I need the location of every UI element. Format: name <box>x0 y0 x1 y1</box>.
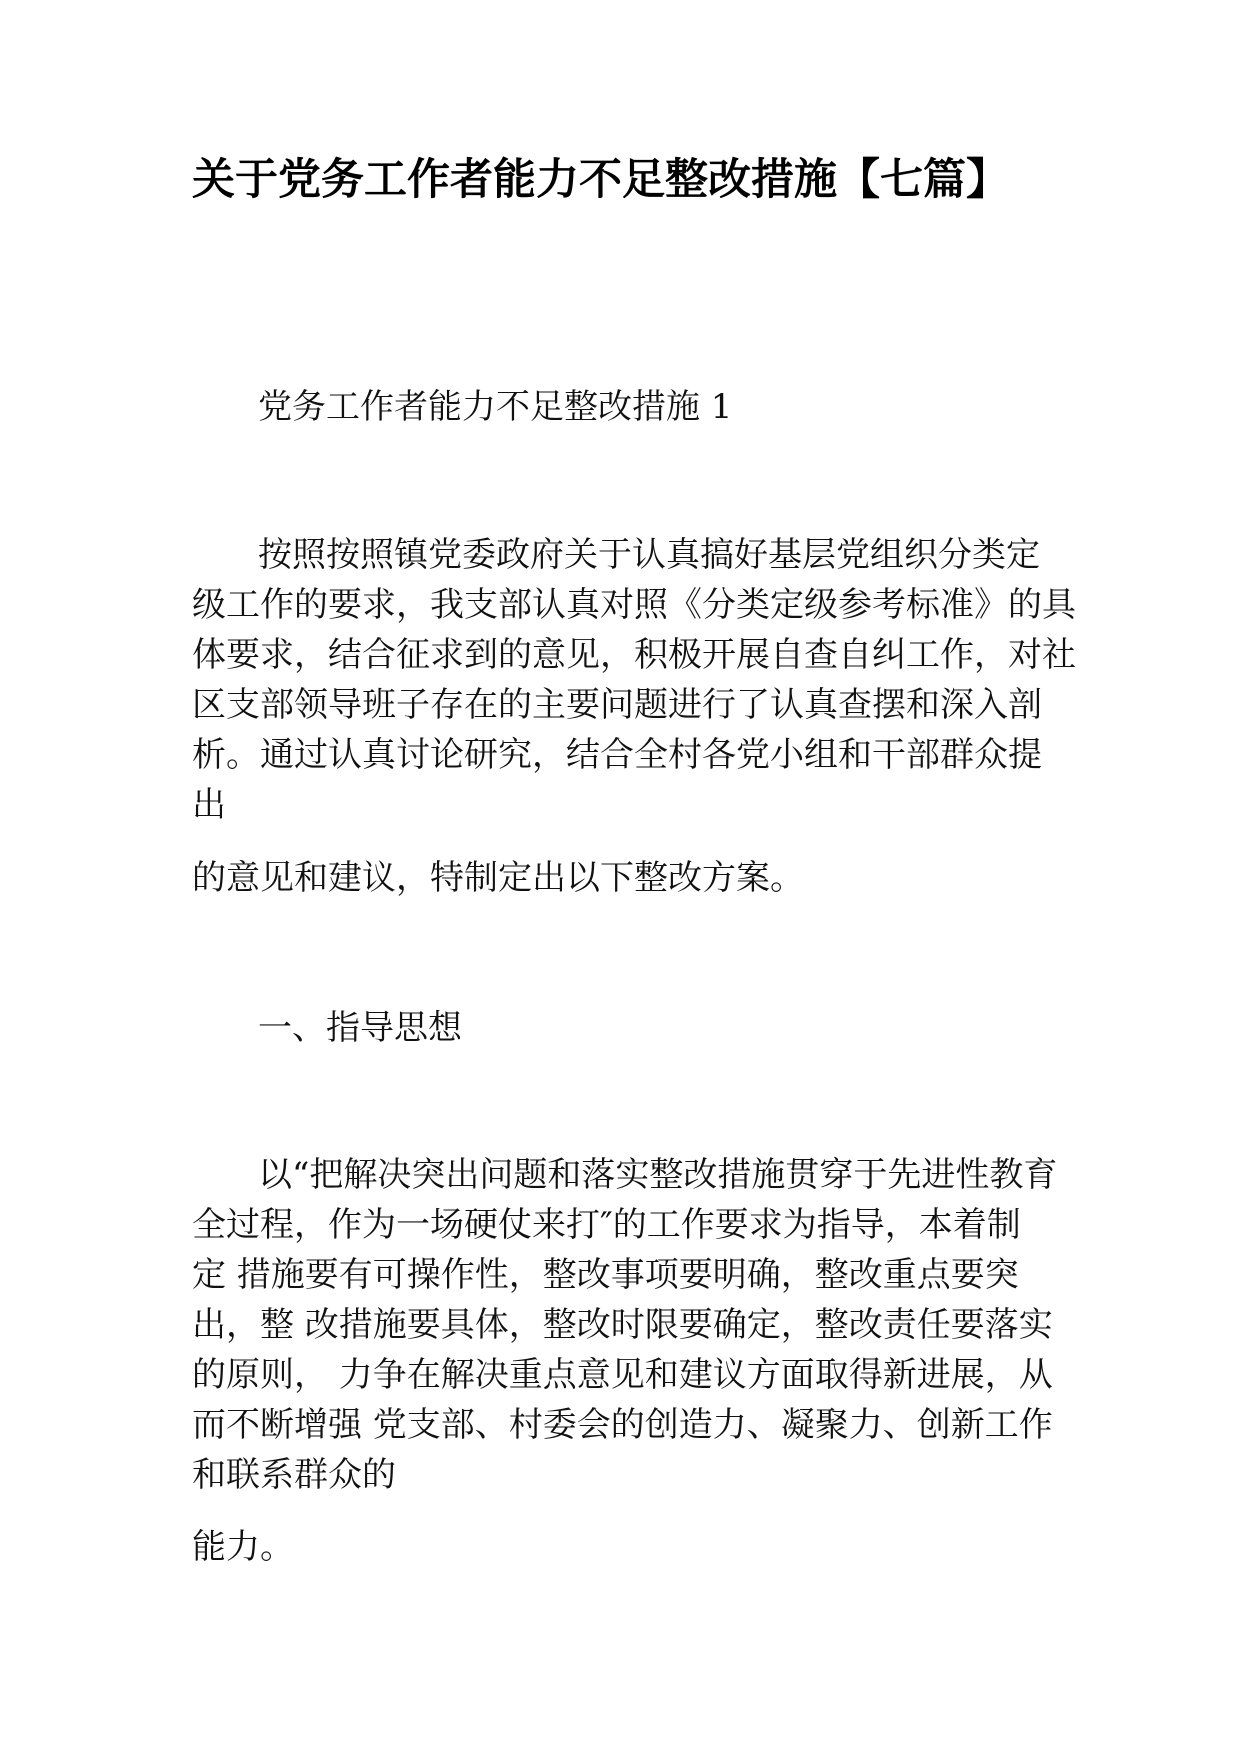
paragraph-line: 出，整 改措施要具体，整改时限要确定，整改责任要落实 <box>192 1305 1053 1345</box>
paragraph-line: 级工作的要求，我支部认真对照《分类定级参考标准》的具 <box>192 585 1076 625</box>
paragraph-line: 能力。 <box>192 1527 294 1567</box>
document-title: 关于党务工作者能力不足整改措施【七篇】 <box>192 155 1009 205</box>
paragraph-line: 定 措施要有可操作性，整改事项要明确，整改重点要突 <box>192 1255 1019 1295</box>
paragraph-line: 和联系群众的 <box>192 1455 396 1495</box>
paragraph-line: 的原则， 力争在解决重点意见和建议方面取得新进展，从 <box>192 1355 1053 1395</box>
paragraph-line: 而不断增强 党支部、村委会的创造力、凝聚力、创新工作 <box>192 1405 1053 1445</box>
paragraph-line: 体要求，结合征求到的意见，积极开展自查自纠工作，对社 <box>192 635 1076 675</box>
paragraph-line: 以“把解决突出问题和落实整改措施贯穿于先进性教育 <box>258 1155 1058 1195</box>
paragraph-line: 区支部领导班子存在的主要问题进行了认真查摆和深入剖 <box>192 685 1042 725</box>
paragraph-line: 析。通过认真讨论研究，结合全村各党小组和干部群众提 <box>192 735 1042 775</box>
paragraph-line: 出 <box>192 785 226 825</box>
paragraph-line: 的意见和建议，特制定出以下整改方案。 <box>192 858 804 898</box>
paragraph-line: 全过程，作为一场硬仗来打″的工作要求为指导，本着制 <box>192 1205 1021 1245</box>
section-heading: 党务工作者能力不足整改措施 1 <box>258 387 733 427</box>
paragraph-line: 按照按照镇党委政府关于认真搞好基层党组织分类定 <box>258 535 1040 575</box>
subheading-guiding-ideology: 一、指导思想 <box>258 1008 462 1048</box>
